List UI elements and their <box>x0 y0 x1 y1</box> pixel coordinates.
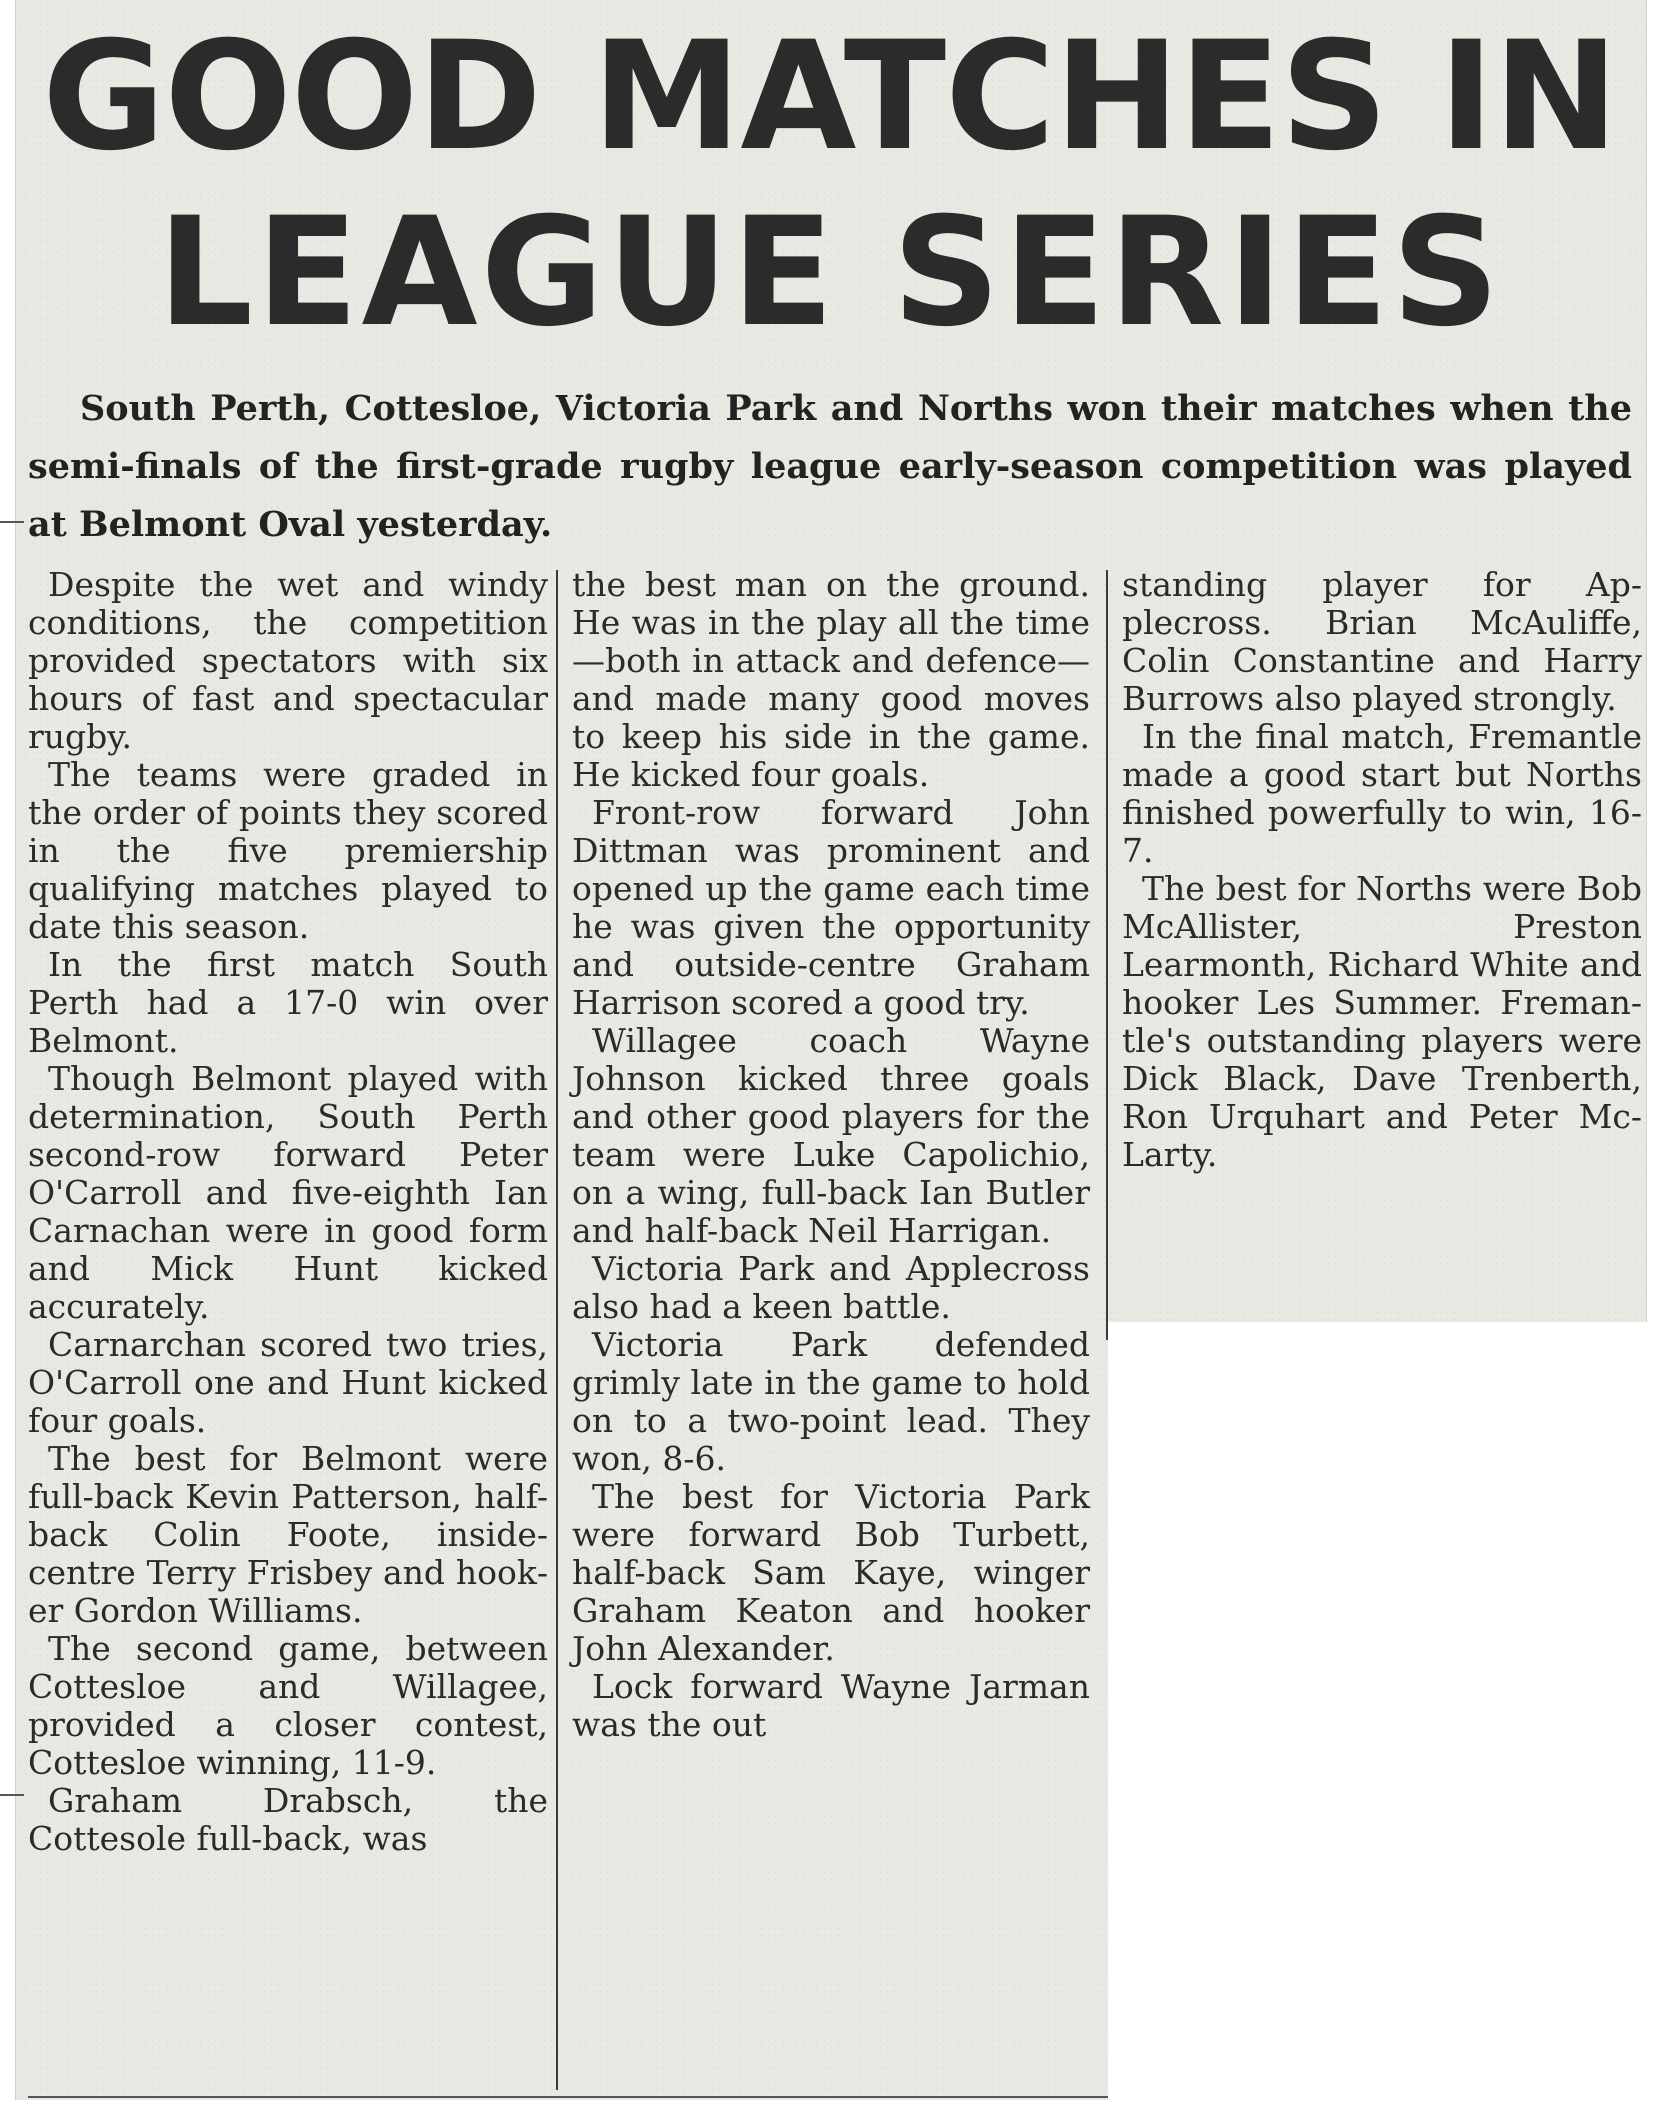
bottom-rule <box>28 2096 1108 2098</box>
paragraph: Front-row forward John Dittman was prominent and opened up the game each time he was given the opportunity and outside-centre Graham Harrison scored a good try. <box>572 793 1090 1022</box>
paragraph: Victoria Park defended grimly late in the game to hold on to a two-point lead. They won, 8-6. <box>572 1325 1090 1478</box>
paragraph: Carnarchan scored two tries, O'Carroll one and Hunt kicked four goals. <box>28 1325 548 1440</box>
column-rule <box>556 570 558 2090</box>
paragraph: Graham Drabsch, the Cottesole full-back, was <box>28 1781 548 1858</box>
blank-area <box>1108 1322 1659 2116</box>
headline-line-2: LEAGUE SERIES <box>157 186 1503 360</box>
paragraph: Willagee coach Wayne Johnson kicked three goals and other good players for the team were Luke Capolichio, on a wing, full-back Ian Butler and half-back Neil Harrigan. <box>572 1021 1090 1250</box>
paragraph: The best for Norths were Bob McAllister, Preston Learmonth, Richard White and hooker Les Summer. Fremantle's outstanding players were Dick Black, Dave Trenberth, Ron Urquhart and Peter McLarty. <box>1122 869 1642 1174</box>
page-margin <box>0 2100 1659 2116</box>
article-column-3 <box>1122 566 1642 1174</box>
paragraph: In the final match, Fremantle made a good start but Norths finished powerfully to win, 16-7. <box>1122 717 1642 870</box>
paragraph: The teams were graded in the order of points they scored in the five premiership qualifying matches played to date this season. <box>28 755 548 946</box>
article-column-1 <box>28 566 548 1858</box>
margin-tick <box>0 521 24 523</box>
headline-line-1: GOOD MATCHES IN <box>42 10 1618 184</box>
standfirst: South Perth, Cottesloe, Victoria Park and Norths won their matches when the semi-finals of the first-grade rugby league early-season competition was played at Belmont Oval yesterday. <box>28 388 1632 545</box>
paragraph: Victoria Park and Applecross also had a keen battle. <box>572 1249 1090 1326</box>
paragraph: Despite the wet and windy conditions, the competition provided spectators with six hours of fast and spectacular rugby. <box>28 565 548 756</box>
paragraph: The best for Victoria Park were forward Bob Turbett, half-back Sam Kaye, winger Graham Keaton and hooker John Alexander. <box>572 1477 1090 1668</box>
paragraph: The best for Belmont were full-back Kevin Patterson, half-back Colin Foote, inside-centre Terry Frisbey and hooker Gordon Williams. <box>28 1439 548 1630</box>
article-column-2 <box>572 566 1090 1744</box>
paragraph: the best man on the ground. He was in the play all the time—both in attack and defence—and made many good moves to keep his side in the game. He kicked four goals. <box>572 565 1090 794</box>
margin-tick <box>0 1794 24 1796</box>
column-rule <box>1106 570 1108 1340</box>
paragraph: In the first match South Perth had a 17-0 win over Belmont. <box>28 945 548 1060</box>
paragraph: Though Belmont played with determination, South Perth second-row forward Peter O'Carroll and five-eighth Ian Carnachan were in good form and Mick Hunt kicked accurately. <box>28 1059 548 1326</box>
paragraph: standing player for Applecross. Brian McAuliffe, Colin Constantine and Harry Burrows also played strongly. <box>1122 565 1642 718</box>
paragraph: Lock forward Wayne Jarman was the out <box>572 1667 1090 1744</box>
paragraph: The second game, between Cottesloe and Willagee, provided a closer contest, Cottesloe winning, 11-9. <box>28 1629 548 1782</box>
